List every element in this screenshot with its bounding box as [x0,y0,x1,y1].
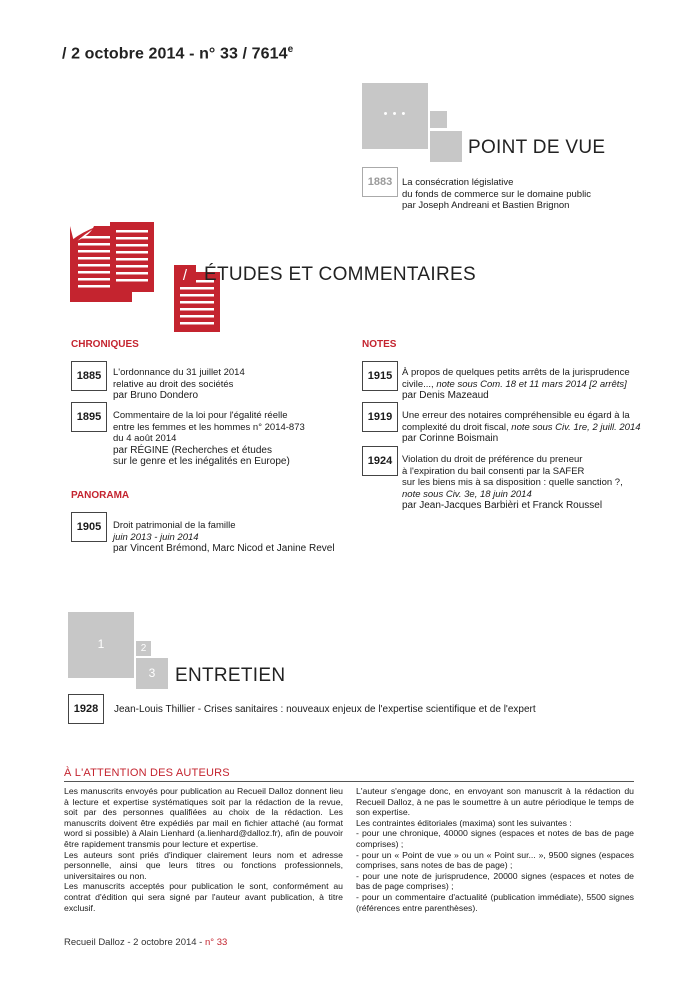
entry-line: du fonds de commerce sur le domaine public [402,188,592,200]
square-number-3: 3 [148,666,156,680]
entry-note-ref: note sous Com. 18 et 11 mars 2014 [2 arrêts] [433,378,627,390]
entry-author: par Joseph Andreani et Bastien Brignon [402,200,570,211]
entry-author: par RÉGINE (Recherches et études [113,444,272,456]
article-entry-1905[interactable] [113,520,335,555]
notice-paragraph: - pour un « Point de vue » ou un « Point sur... », 9500 signes (espaces comprises, sans notes de bas de page) ; [356,849,634,871]
entry-line: complexité du droit fiscal, [402,421,509,433]
notice-paragraph: Les auteurs sont priés d'indiquer clairement leurs nom et adresse personnelle, ainsi que leurs titres ou fonctions professionnels, universitaires ou non. [64,849,343,881]
authors-notice-left [64,786,343,913]
square-number-2: 2 [140,643,147,654]
entry-subtitle: juin 2013 - juin 2014 [113,531,199,543]
entry-line: Une erreur des notaires compréhensible eu égard à la [402,410,630,421]
authors-notice-heading: À L'ATTENTION DES AUTEURS [64,767,230,779]
square-number-1: 1 [97,637,105,651]
entry-note-ref: note sous Civ. 3e, 18 juin 2014 [402,488,532,500]
entry-line: civile..., [402,378,434,390]
article-entry-1895[interactable] [113,410,305,468]
entry-author: par Denis Mazeaud [402,390,489,401]
notice-paragraph: L'auteur s'engage donc, en envoyant son manuscrit à la rédaction du Recueil Dalloz, à ne pas le soumettre à un autre périodique le temps de son expertise. [356,786,634,818]
article-number[interactable]: 1883 [362,167,398,197]
authors-notice-right [356,786,634,913]
slash-badge: / [174,265,196,287]
entry-author: par Bruno Dondero [113,390,199,401]
article-entry-1915[interactable] [402,367,630,402]
page-footer [64,937,227,948]
entry-author: sur le genre et les inégalités en Europe) [113,456,290,467]
section-title-etudes: ÉTUDES ET COMMENTAIRES [204,264,476,285]
article-number[interactable]: 1928 [68,694,104,724]
section-title-point-de-vue: POINT DE VUE [468,137,606,158]
footer-text: Recueil Dalloz - 2 octobre 2014 - [64,937,205,948]
article-number[interactable]: 1885 [71,361,107,391]
divider [64,781,634,782]
entry-author: par Corinne Boismain [402,433,499,444]
article-entry-1924[interactable] [402,454,623,512]
article-number[interactable]: 1915 [362,361,398,391]
subsection-panorama: PANORAMA [71,490,130,501]
dots-glyph: • • • [383,108,407,120]
footer-issue: n° 33 [205,937,228,948]
article-number[interactable]: 1919 [362,402,398,432]
notice-paragraph: - pour une note de jurisprudence, 20000 signes (espaces et notes de bas de page comprises) ; [356,870,634,892]
notice-paragraph: - pour une chronique, 40000 signes (espaces et notes de bas de page comprises) ; [356,828,634,849]
issue-header-sup: e [287,44,294,55]
entry-line: Droit patrimonial de la famille [113,520,236,531]
document-stack-icon [70,222,222,334]
section-title-entretien: ENTRETIEN [175,665,286,686]
entry-author: par Vincent Brémond, Marc Nicod et Janine Revel [113,543,335,554]
entry-note-ref: note sous Civ. 1re, 2 juill. 2014 [508,421,641,433]
entry-line: du 4 août 2014 [113,433,177,444]
article-entry-1885[interactable] [113,367,245,402]
issue-header-text: / 2 octobre 2014 - n° 33 / 7614 [62,45,288,63]
entry-line: Commentaire de la loi pour l'égalité réelle [113,410,288,421]
notice-paragraph: Les manuscrits acceptés pour publication le sont, conformément au contrat d'édition qui sera signé par l'auteur avant publication, à titre exclusif. [64,881,343,913]
issue-header [62,44,293,63]
subsection-chroniques: CHRONIQUES [71,339,139,350]
notice-paragraph: Les contraintes éditoriales (maxima) sont les suivantes : [356,817,572,828]
entry-line: À propos de quelques petits arrêts de la jurisprudence [402,367,630,378]
notice-paragraph: Les manuscrits envoyés pour publication au Recueil Dalloz donnent lieu à lecture et expertise systématiques soit par la rédaction de la revue, soit par des personnes qualifiées au choix de la rédaction. Les manuscrits doivent être expédiés par mail en fichier attaché (au format word si possible) à Alain Lienhard (a.lienhard@dalloz.fr), afin de pouvoir être rapidement transmis pour lecture et expertise. [64,786,343,849]
entry-line: entre les femmes et les hommes n° 2014-873 [113,421,305,433]
notice-paragraph: - pour un commentaire d'actualité (publication immédiate), 5500 signes (références entre parenthèses). [356,891,634,913]
article-entry-1919[interactable] [402,410,641,445]
article-entry-1928[interactable]: Jean-Louis Thillier - Crises sanitaires : nouveaux enjeux de l'expertise scientifique et de l'expert [114,704,536,715]
article-number[interactable]: 1924 [362,446,398,476]
entry-author: par Jean-Jacques Barbièri et Franck Roussel [402,500,603,511]
entry-line: relative au droit des sociétés [113,378,234,390]
entry-line: L'ordonnance du 31 juillet 2014 [113,367,245,378]
subsection-notes: NOTES [362,339,397,350]
article-number[interactable]: 1895 [71,402,107,432]
entry-line: Violation du droit de préférence du preneur [402,454,583,465]
entry-line: La consécration législative [402,177,514,188]
entry-line: à l'expiration du bail consenti par la SAFER [402,465,585,477]
article-entry-1883[interactable] [402,177,591,212]
article-number[interactable]: 1905 [71,512,107,542]
entry-line: sur les biens mis à sa disposition : quelle sanction ?, [402,477,623,488]
